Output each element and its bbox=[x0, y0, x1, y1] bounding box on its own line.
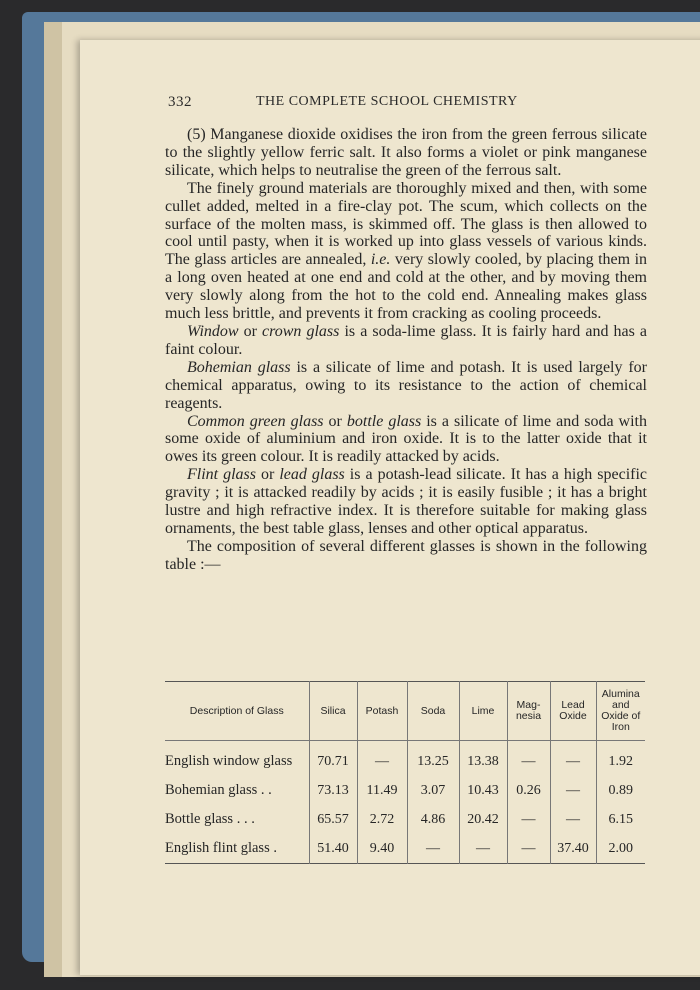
table-header-row bbox=[165, 682, 645, 741]
table-cell: Bottle glass . . . bbox=[165, 811, 255, 827]
table-cell: — bbox=[550, 741, 596, 777]
table-cell: 51.40 bbox=[309, 834, 357, 864]
page-number: 332 bbox=[168, 94, 192, 110]
table-cell: 3.07 bbox=[407, 776, 459, 805]
table-cell: Bohemian glass . . bbox=[165, 782, 272, 798]
running-title: THE COMPLETE SCHOOL CHEMISTRY bbox=[256, 94, 518, 109]
column-header: Mag- nesia bbox=[507, 682, 550, 741]
table-cell: 2.72 bbox=[357, 805, 407, 834]
table-cell: — bbox=[550, 776, 596, 805]
table-cell: 2.00 bbox=[596, 834, 645, 864]
table-cell: — bbox=[507, 741, 550, 777]
table-row bbox=[165, 741, 645, 777]
body-text bbox=[165, 126, 647, 574]
table-row bbox=[165, 834, 645, 864]
table-cell: 11.49 bbox=[357, 776, 407, 805]
table-cell: 73.13 bbox=[309, 776, 357, 805]
running-header bbox=[168, 94, 588, 114]
table-cell: English window glass bbox=[165, 753, 293, 769]
table-cell: 13.25 bbox=[407, 741, 459, 777]
table-cell: 37.40 bbox=[550, 834, 596, 864]
table-cell: 6.15 bbox=[596, 805, 645, 834]
table-cell: — bbox=[507, 805, 550, 834]
table-cell: — bbox=[357, 741, 407, 777]
table-cell: — bbox=[459, 834, 507, 864]
table-cell: 65.57 bbox=[309, 805, 357, 834]
column-header: Lime bbox=[459, 682, 507, 741]
table-cell: — bbox=[507, 834, 550, 864]
paragraph: Common green glass or bottle glass is a silicate of lime and soda with some oxide of aluminium and iron oxide. It is to the latter oxide that it owes its green colour. It is readily attacked by acids. bbox=[165, 412, 647, 466]
column-header: Alumina and Oxide of Iron bbox=[596, 682, 645, 741]
table-row bbox=[165, 776, 645, 805]
table-cell: 70.71 bbox=[309, 741, 357, 777]
table-cell: 0.26 bbox=[507, 776, 550, 805]
column-header: Description of Glass bbox=[165, 682, 309, 741]
paragraph: Flint glass or lead glass is a potash-lead silicate. It has a high specific gravity ; it is attacked readily by acids ; it is easily fusible ; it has a bright lustre and high refractive index. It is therefore suitable for making glass ornaments, the best table glass, lenses and other optical apparatus. bbox=[165, 466, 648, 537]
table-cell: 0.89 bbox=[596, 776, 645, 805]
table-cell: 4.86 bbox=[407, 805, 459, 834]
column-header: Potash bbox=[357, 682, 407, 741]
column-header: Soda bbox=[407, 682, 459, 741]
table-row bbox=[165, 805, 645, 834]
paragraph: The composition of several different glasses is shown in the following table :— bbox=[165, 537, 647, 573]
paragraph: (5) Manganese dioxide oxidises the iron from the green ferrous silicate to the slightly yellow ferric salt. It also forms a violet or pink manganese silicate, which helps to neutralise the green of the ferrous salt. bbox=[165, 126, 647, 179]
paragraph: The finely ground materials are thoroughly mixed and then, with some cullet added, melted in a fire-clay pot. The scum, which collects on the surface of the molten mass, is skimmed off. The glass is then allowed to cool until pasty, when it is worked up into glass vessels of various kinds. The glass articles are annealed, i.e. very slowly cooled, by placing them in a long oven heated at one end and cold at the other, and by moving them very slowly along from the hot to the cold end. Annealing makes glass much less brittle, and prevents it from cracking as cooling proceeds. bbox=[165, 179, 648, 323]
table-cell: — bbox=[407, 834, 459, 864]
table-cell: — bbox=[550, 805, 596, 834]
column-header: Lead Oxide bbox=[550, 682, 596, 741]
table-cell: 20.42 bbox=[459, 805, 507, 834]
column-header: Silica bbox=[309, 682, 357, 741]
table-cell: English flint glass . bbox=[165, 840, 277, 856]
table-cell: 13.38 bbox=[459, 741, 507, 777]
paragraph: Bohemian glass is a silicate of lime and potash. It is used largely for chemical apparatus, owing to its resistance to the action of chemical reagents. bbox=[165, 358, 647, 412]
glass-composition-table bbox=[165, 681, 645, 864]
table-cell: 10.43 bbox=[459, 776, 507, 805]
table-cell: 1.92 bbox=[596, 741, 645, 777]
paragraph: Window or crown glass is a soda-lime glass. It is fairly hard and has a faint colour. bbox=[165, 322, 647, 358]
table-cell: 9.40 bbox=[357, 834, 407, 864]
